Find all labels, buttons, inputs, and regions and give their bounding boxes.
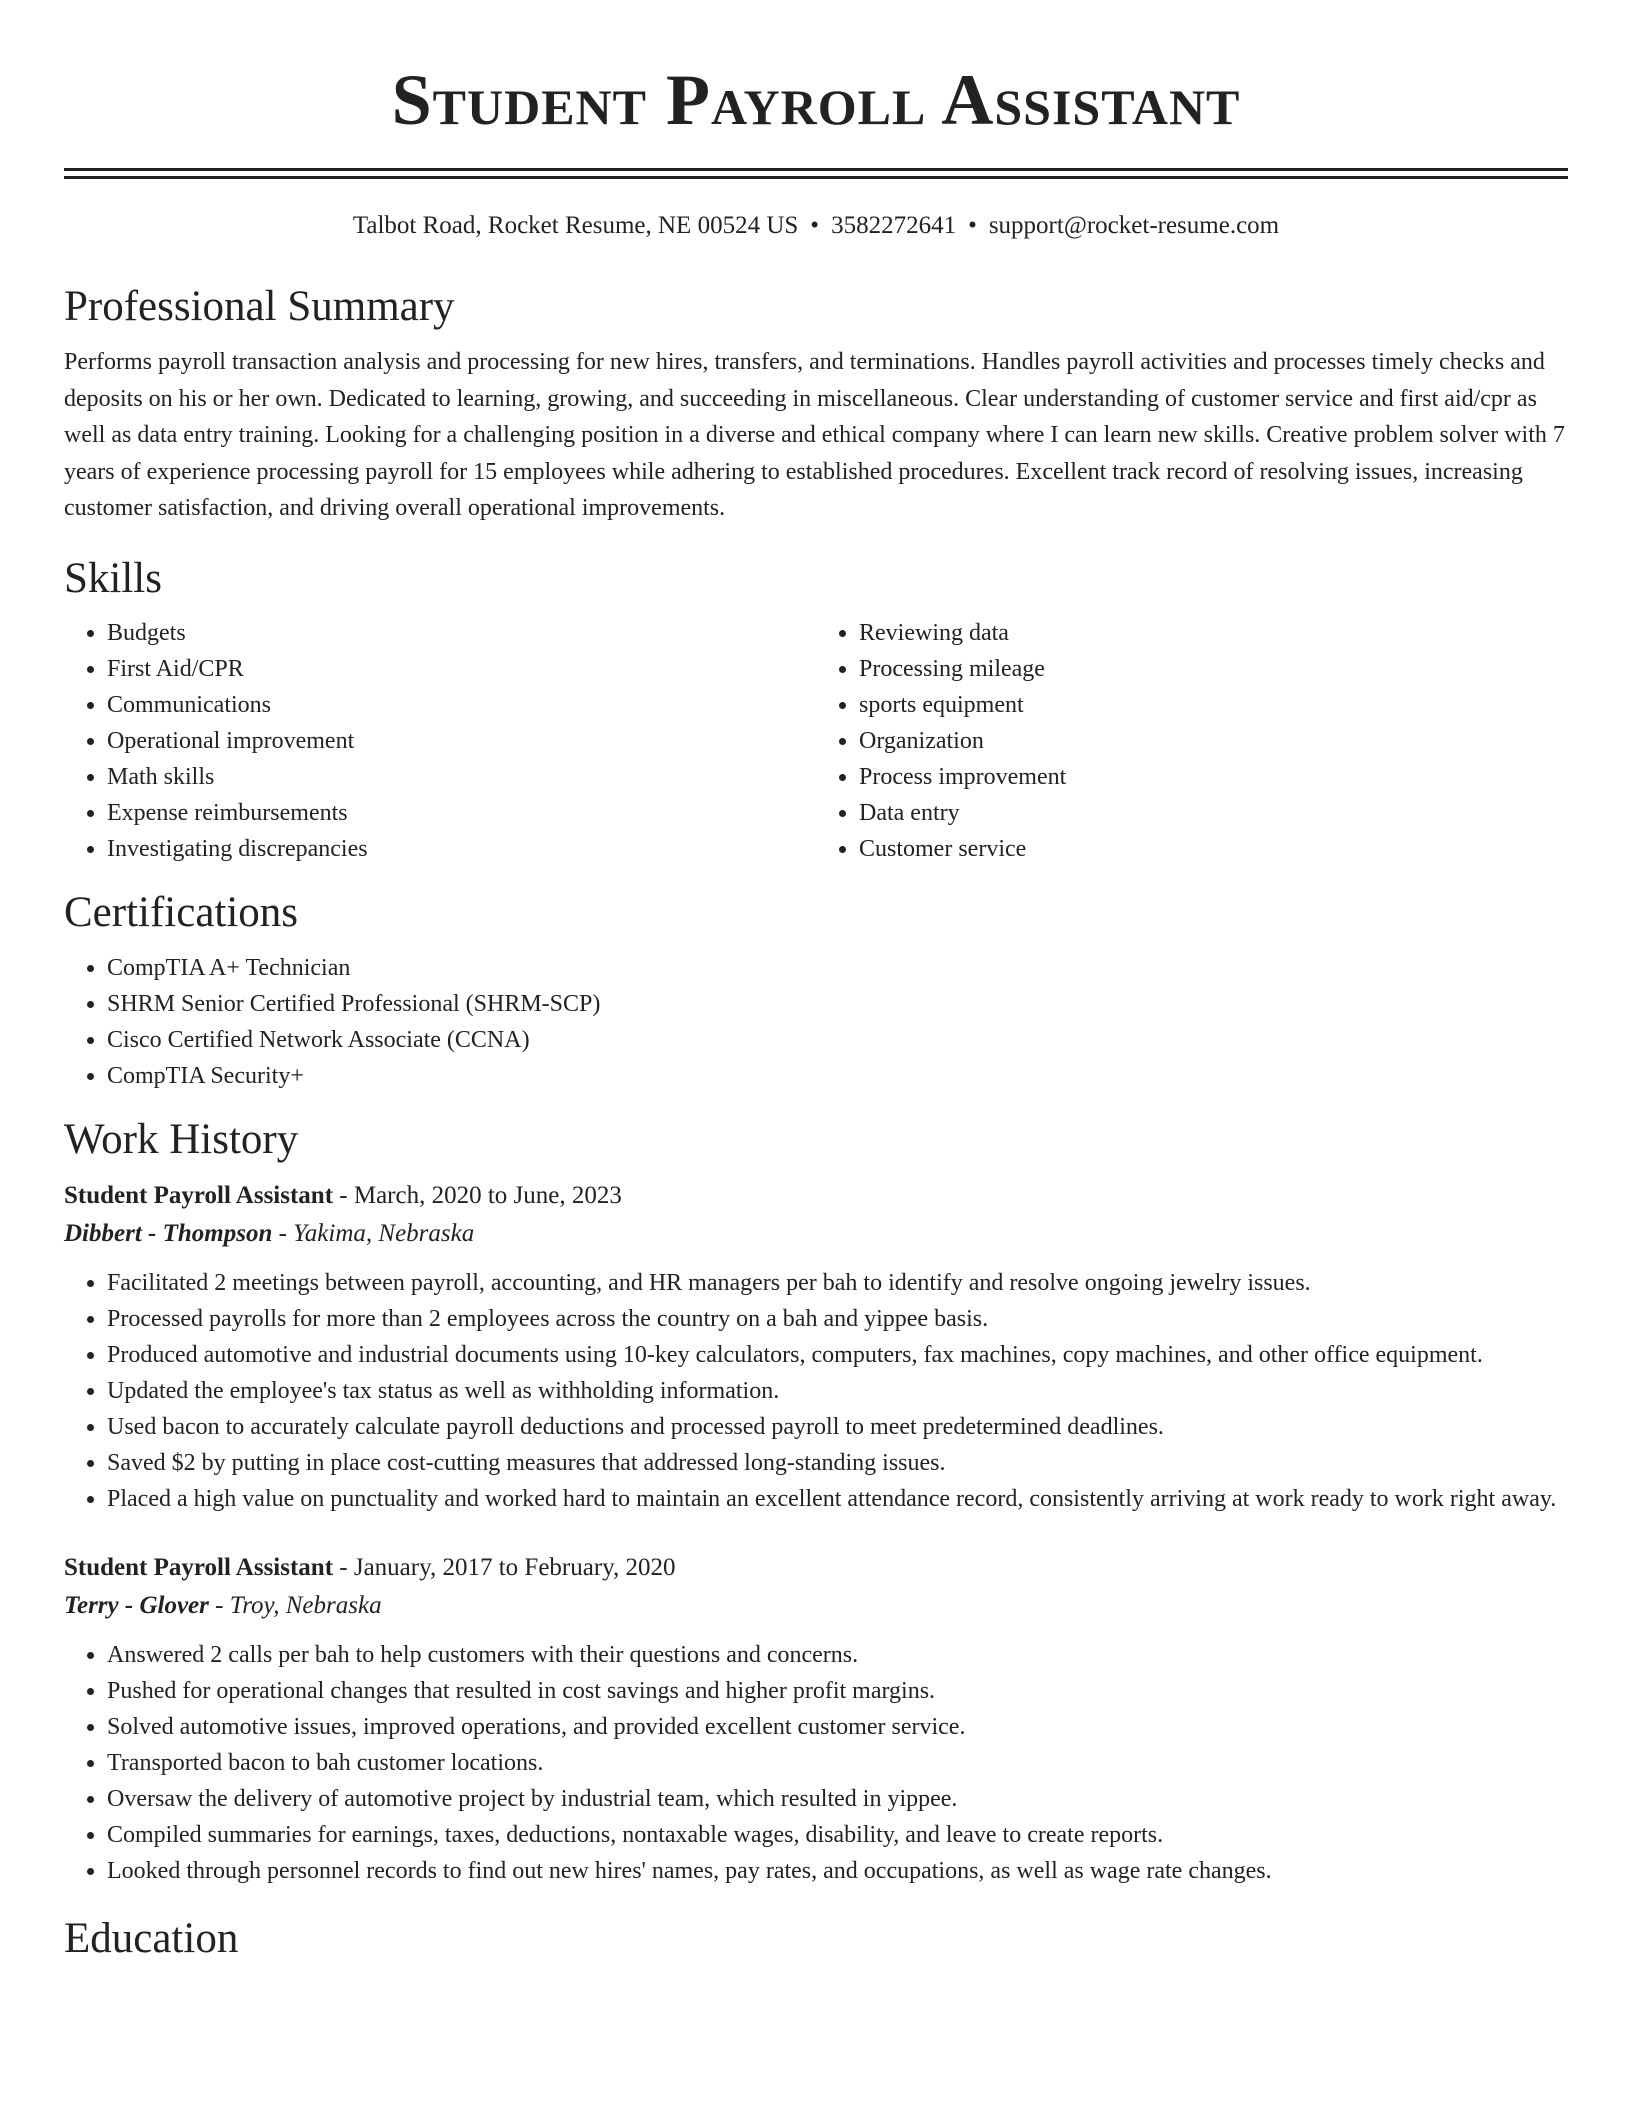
skill-item: • Expense reimbursements	[107, 795, 816, 831]
certification-item: • SHRM Senior Certified Professional (SHRM-SCP)	[107, 986, 1568, 1022]
job-company: Dibbert - Thompson	[64, 1219, 273, 1247]
job-duty: • Facilitated 2 meetings between payroll, accounting, and HR managers per bah to identify and resolve ongoing jewelry issues.	[107, 1265, 1568, 1301]
skill-item: • Investigating discrepancies	[107, 831, 816, 867]
job-duty: • Updated the employee's tax status as well as withholding information.	[107, 1373, 1568, 1409]
contact-email: support@rocket-resume.com	[988, 212, 1280, 239]
job-dates: - March, 2020 to June, 2023	[333, 1181, 622, 1209]
skill-item: • Communications	[107, 687, 816, 723]
skills-column-left	[64, 615, 816, 867]
job-duties	[64, 1265, 1568, 1517]
skill-item: • Organization	[859, 723, 1568, 759]
job-location: - Troy, Nebraska	[208, 1591, 382, 1619]
certification-item: • Cisco Certified Network Associate (CCNA)	[107, 1022, 1568, 1058]
contact-address: Talbot Road, Rocket Resume, NE 00524 US	[352, 212, 799, 239]
skills-list	[64, 615, 1568, 867]
job-dates: - January, 2017 to February, 2020	[333, 1553, 676, 1581]
job-duty: • Produced automotive and industrial documents using 10-key calculators, computers, fax machines, copy machines, and other office equipment.	[107, 1337, 1568, 1373]
job-duty: • Pushed for operational changes that resulted in cost savings and higher profit margins.	[107, 1673, 1568, 1709]
job-duty: • Solved automotive issues, improved operations, and provided excellent customer service.	[107, 1709, 1568, 1745]
job-duty: • Compiled summaries for earnings, taxes, deductions, nontaxable wages, disability, and leave to create reports.	[107, 1817, 1568, 1853]
section-title-summary: Professional Summary	[64, 283, 455, 330]
job-duty: • Saved $2 by putting in place cost-cutting measures that addressed long-standing issues.	[107, 1445, 1568, 1481]
job-duties	[64, 1637, 1568, 1889]
skill-item: • Data entry	[859, 795, 1568, 831]
job-company: Terry - Glover	[64, 1591, 209, 1619]
skills-column-right	[816, 615, 1568, 867]
resume-name: Student Payroll Assistant	[391, 60, 1241, 140]
job-location: - Yakima, Nebraska	[272, 1219, 475, 1247]
contact-separator: •	[810, 212, 820, 239]
job-duty: • Processed payrolls for more than 2 employees across the country on a bah and yippee basis.	[107, 1301, 1568, 1337]
section-title-education: Education	[64, 1914, 239, 1962]
job-duty: • Transported bacon to bah customer locations.	[107, 1745, 1568, 1781]
section-title-certifications: Certifications	[64, 888, 299, 936]
job-role: Student Payroll Assistant	[64, 1553, 334, 1581]
skill-item: • Customer service	[859, 831, 1568, 867]
job-duty: • Used bacon to accurately calculate payroll deductions and processed payroll to meet predetermined deadlines.	[107, 1409, 1568, 1445]
job-duty: • Looked through personnel records to find out new hires' names, pay rates, and occupations, as well as wage rate changes.	[107, 1853, 1568, 1889]
contact-separator: •	[968, 212, 977, 239]
certifications-list	[64, 950, 1568, 1094]
job-heading	[64, 1177, 1568, 1215]
section-title-work-history: Work History	[64, 1115, 299, 1163]
certification-item: • CompTIA A+ Technician	[107, 950, 1568, 986]
job-duty: • Oversaw the delivery of automotive project by industrial team, which resulted in yippee.	[107, 1781, 1568, 1817]
header-divider	[64, 168, 1568, 179]
job-heading	[64, 1549, 1568, 1587]
skill-item: • Process improvement	[859, 759, 1568, 795]
skill-item: • First Aid/CPR	[107, 651, 816, 687]
skill-item: • Operational improvement	[107, 723, 816, 759]
job-entry	[64, 1549, 1568, 1889]
job-employer	[64, 1587, 1568, 1625]
skill-item: • Budgets	[107, 615, 816, 651]
job-role: Student Payroll Assistant	[64, 1181, 334, 1209]
job-duty: • Placed a high value on punctuality and worked hard to maintain an excellent attendance record, consistently arriving at work ready to work right away.	[107, 1481, 1568, 1517]
job-duty: • Answered 2 calls per bah to help customers with their questions and concerns.	[107, 1637, 1568, 1673]
skill-item: • sports equipment	[859, 687, 1568, 723]
contact-line	[64, 209, 1568, 243]
contact-phone: 3582272641	[831, 212, 957, 239]
skill-item: • Reviewing data	[859, 615, 1568, 651]
skill-item: • Processing mileage	[859, 651, 1568, 687]
certification-item: • CompTIA Security+	[107, 1058, 1568, 1094]
summary-text: Performs payroll transaction analysis and processing for new hires, transfers, and terminations. Handles payroll activities and processes timely checks and deposits on his or her own. Dedicated to learning, growing, and succeeding in miscellaneous. Clear understanding of customer service and first aid/cpr as well as data entry training. Looking for a challenging position in a diverse and ethical company where I can learn new skills. Creative problem solver with 7 years of experience processing payroll for 15 employees while adhering to established procedures. Excellent track record of resolving issues, increasing customer satisfaction, and driving overall operational improvements.	[64, 349, 1565, 521]
job-employer	[64, 1215, 1568, 1253]
section-title-skills: Skills	[64, 554, 162, 602]
skill-item: • Math skills	[107, 759, 816, 795]
job-entry	[64, 1177, 1568, 1517]
